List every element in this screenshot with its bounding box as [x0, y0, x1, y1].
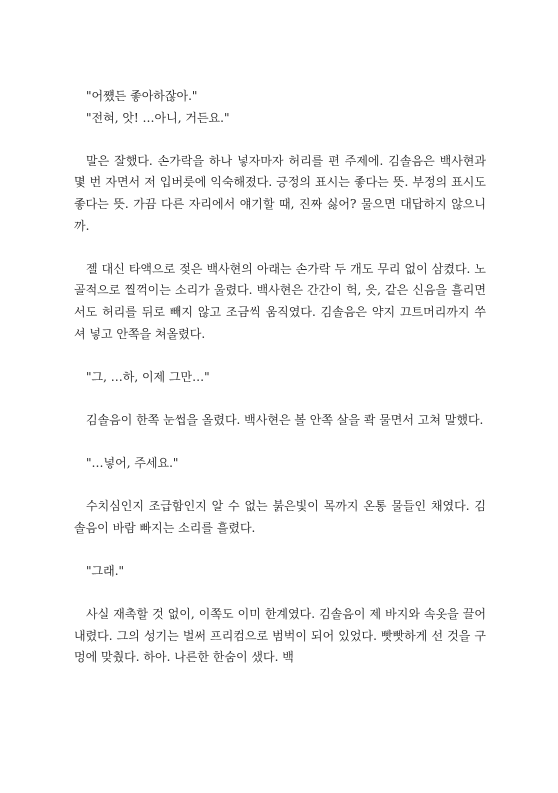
paragraph-gap	[74, 432, 486, 454]
prose-paragraph: 수치심인지 조급함인지 알 수 없는 붉은빛이 목까지 온통 물들인 채였다. 김솔음이 바람 빠지는 소리를 흘렸다.	[74, 499, 486, 535]
dialogue-line: "그래."	[86, 564, 125, 579]
prose-paragraph: 김솔음이 한쪽 눈썹을 올렸다. 백사현은 볼 안쪽 살을 콱 물면서 고쳐 말했다.	[86, 412, 484, 427]
paragraph-gap	[74, 475, 486, 497]
prose-paragraph: 젤 대신 타액으로 젖은 백사현의 아래는 손가락 두 개도 무리 없이 삼켰다. 노골적으로 찔꺽이는 소리가 울렸다. 백사현은 간간이 헉, 읏, 같은 신음을 흘리면서도 허리를 뒤로 빼지 않고 조금씩 움직였다. 김솔음은 약지 끄트머리까지 쑤셔 넣고 안쪽을 쳐올렸다.	[74, 261, 486, 341]
paragraph-gap	[74, 388, 486, 410]
paragraph-gap	[74, 237, 486, 259]
paragraph-gap	[74, 539, 486, 561]
dialogue-line: "…넣어, 주세요."	[86, 456, 179, 471]
dialogue-line: "그, …하, 이제 그만…"	[86, 369, 210, 384]
document-body	[74, 86, 486, 669]
paragraph-gap	[74, 583, 486, 605]
prose-paragraph: 사실 재촉할 것 없이, 이쪽도 이미 한계였다. 김솔음이 제 바지와 속옷을 끌어내렸다. 그의 성기는 벌써 프리컴으로 범벅이 되어 있었다. 빳빳하게 선 것을 구멍에 맞췄다. 하아. 나른한 한숨이 샜다. 백	[74, 607, 486, 665]
paragraph-gap	[74, 345, 486, 367]
prose-paragraph: 말은 잘했다. 손가락을 하나 넣자마자 허리를 편 주제에. 김솔음은 백사현과 몇 번 자면서 저 입버릇에 익숙해졌다. 긍정의 표시는 좋다는 뜻. 부정의 표시도 좋다는 뜻. 가끔 다른 자리에서 얘기할 때, 진짜 싫어? 물으면 대답하지 않으니까.	[74, 153, 486, 233]
dialogue-line: "어쩄든 좋아하잖아."	[86, 89, 198, 103]
dialogue-line: "전혀, 앗! …아니, 거든요."	[86, 110, 230, 125]
paragraph-gap	[74, 129, 486, 151]
